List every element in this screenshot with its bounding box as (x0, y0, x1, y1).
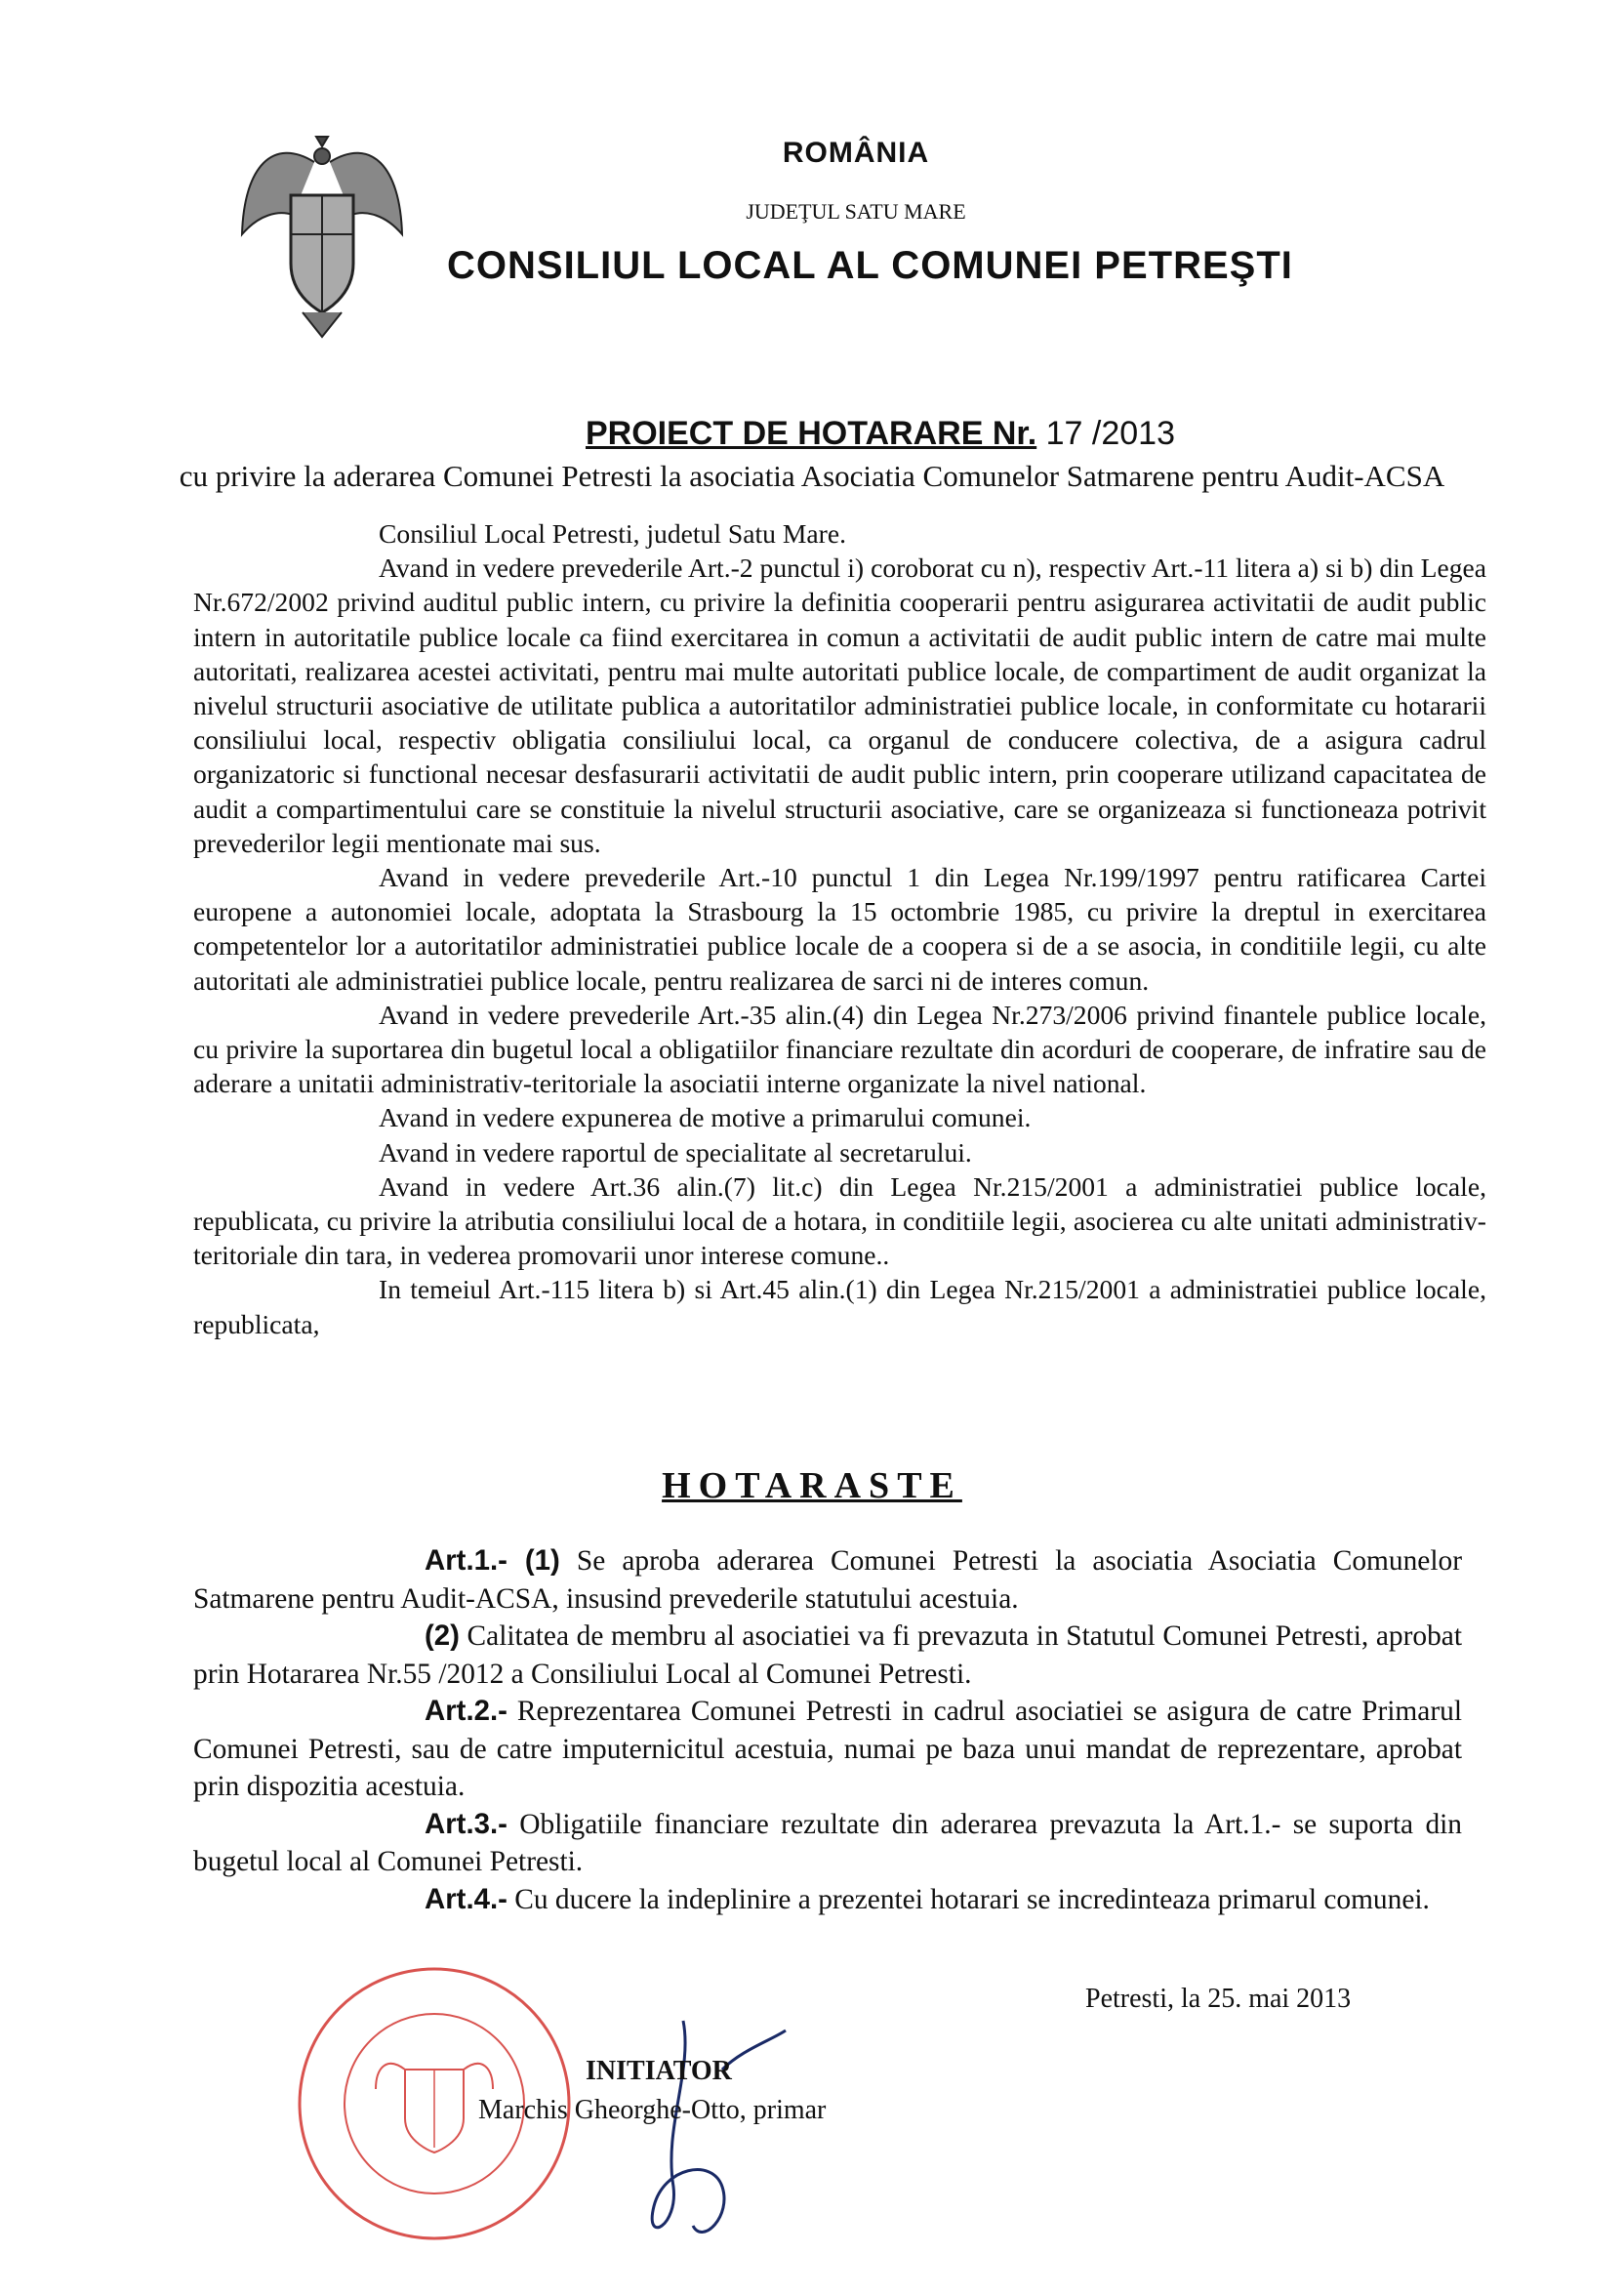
article-label: Art.1.- (1) (425, 1544, 560, 1577)
article-label: (2) (425, 1620, 460, 1652)
project-title (586, 415, 1175, 453)
project-subject: cu privire la aderarea Comunei Petresti la asociatia Asociatia Comunelor Satmarene pentru Audit-ACSA (179, 459, 1445, 493)
project-number: 17 /2013 (1036, 415, 1175, 452)
article-text: Se aproba aderarea Comunei Petresti la asociatia Asociatia Comunelor Satmarene pentru Audit-ACSA, insusind prevederile statutului acestuia. (193, 1545, 1462, 1615)
country-title: ROMÂNIA (782, 137, 930, 169)
article-text: Calitatea de membru al asociatiei va fi prevazuta in Statutul Comunei Petresti, aprobat prin Hotararea Nr.55 /2012 a Consiliului Local al Comunei Petresti. (193, 1620, 1462, 1690)
preamble-paragraph: Consiliul Local Petresti, judetul Satu Mare. (379, 518, 846, 549)
preamble-paragraph: Avand in vedere prevederile Art.-2 punctul i) coroborat cu n), respectiv Art.-11 litera a) si b) din Legea Nr.672/2002 privind auditul public intern, cu privire la definitia cooperarii pentru asigurarea activitatii de audit public intern in autoritatile publice locale ca fiind exercitarea in comun a activitatii de audit public intern de catre mai multe autoritati, realizarea acestei activitati, pentru mai multe autoritati publice locale, de compartiment de audit organizat la nivelul structurii asociative de utilitate publica a autoritatilor administratiei publice locale, in conformitate cu hotararii consiliului local, respectiv obligatia consiliului local, ca organul de conducere colectiva, de a asigura cadrul organizatoric si functional necesar desfasurarii activitatii de audit public intern, prin cooperare utilizand capacitatea de audit a compartimentului care se constituie la nivelul structurii asociative, care se organizeaza si functioneaza potrivit prevederilor legii mentionate mai sus. (193, 553, 1486, 858)
preamble (193, 516, 1486, 1341)
preamble-paragraph: Avand in vedere prevederile Art.-35 alin.(4) din Legea Nr.273/2006 privind finantele publice locale, cu privire la suportarea din bugetul local a obligatiilor financiare rezultate din acorduri de cooperare, de infratire sau de aderare a unitatii administrativ-teritoriale la asociatii interne organizate la nivel national. (193, 999, 1486, 1099)
preamble-paragraph: Avand in vedere raportul de specialitate al secretarului. (379, 1136, 972, 1168)
preamble-paragraph: Avand in vedere Art.36 alin.(7) lit.c) din Legea Nr.215/2001 a administratiei publice locale, republicata, cu privire la atributia consiliului local de a hotara, in conditiile legii, asocierea cu alte unitati administrativ-teritoriale din tara, in vederea promovarii unor interese comune.. (193, 1170, 1486, 1271)
project-label: PROIECT DE HOTARARE Nr. (586, 415, 1037, 452)
signature (625, 2011, 791, 2255)
article-label: Art.4.- (425, 1882, 508, 1915)
decision-heading: HOTARASTE (662, 1465, 962, 1506)
article (193, 1618, 1462, 1693)
article-label: Art.3.- (425, 1807, 508, 1840)
preamble-paragraph: Avand in vedere expunerea de motive a primarului comunei. (379, 1102, 1032, 1133)
county-name: JUDEŢUL SATU MARE (746, 199, 966, 224)
article (193, 1693, 1462, 1806)
article (193, 1806, 1462, 1881)
council-name: CONSILIUL LOCAL AL COMUNEI PETREŞTI (447, 244, 1293, 287)
place-date: Petresti, la 25. mai 2013 (1085, 1984, 1352, 2014)
article (193, 1881, 1462, 1919)
preamble-paragraph: In temeiul Art.-115 litera b) si Art.45 alin.(1) din Legea Nr.215/2001 a administratiei publice locale, republicata, (193, 1274, 1486, 1339)
article-text: Obligatiile financiare rezultate din aderarea prevazuta la Art.1.- se suporta din bugetul local al Comunei Petresti. (193, 1808, 1462, 1877)
preamble-paragraph: Avand in vedere prevederile Art.-10 punctul 1 din Legea Nr.199/1997 pentru ratificarea Cartei europene a autonomiei locale, adoptata la Strasbourg la 15 octombrie 1985, cu privire la dreptul in exercitarea competentelor lor a autoritatilor administratiei publice locale de a coopera si de a se asocia, in conditiile legii, cu alte autoritati ale administratiei publice locale, pentru realizarea de sarci ni de interes comun. (193, 862, 1486, 996)
article-text: Cu ducere la indeplinire a prezentei hotarari se incredinteaza primarul comunei. (507, 1883, 1430, 1915)
article-text: Reprezentarea Comunei Petresti in cadrul asociatiei se asigura de catre Primarul Comunei Petresti, sau de catre imputernicitul acestuia, numai pe baza unui mandat de reprezentare, aprobat prin dispozitia acestuia. (193, 1696, 1462, 1802)
initiator-label: INITIATOR (586, 2056, 732, 2086)
signer-name: Marchis Gheorghe-Otto, primar (478, 2095, 827, 2125)
article (193, 1542, 1462, 1618)
article-label: Art.2.- (425, 1695, 508, 1727)
articles (193, 1542, 1462, 1918)
